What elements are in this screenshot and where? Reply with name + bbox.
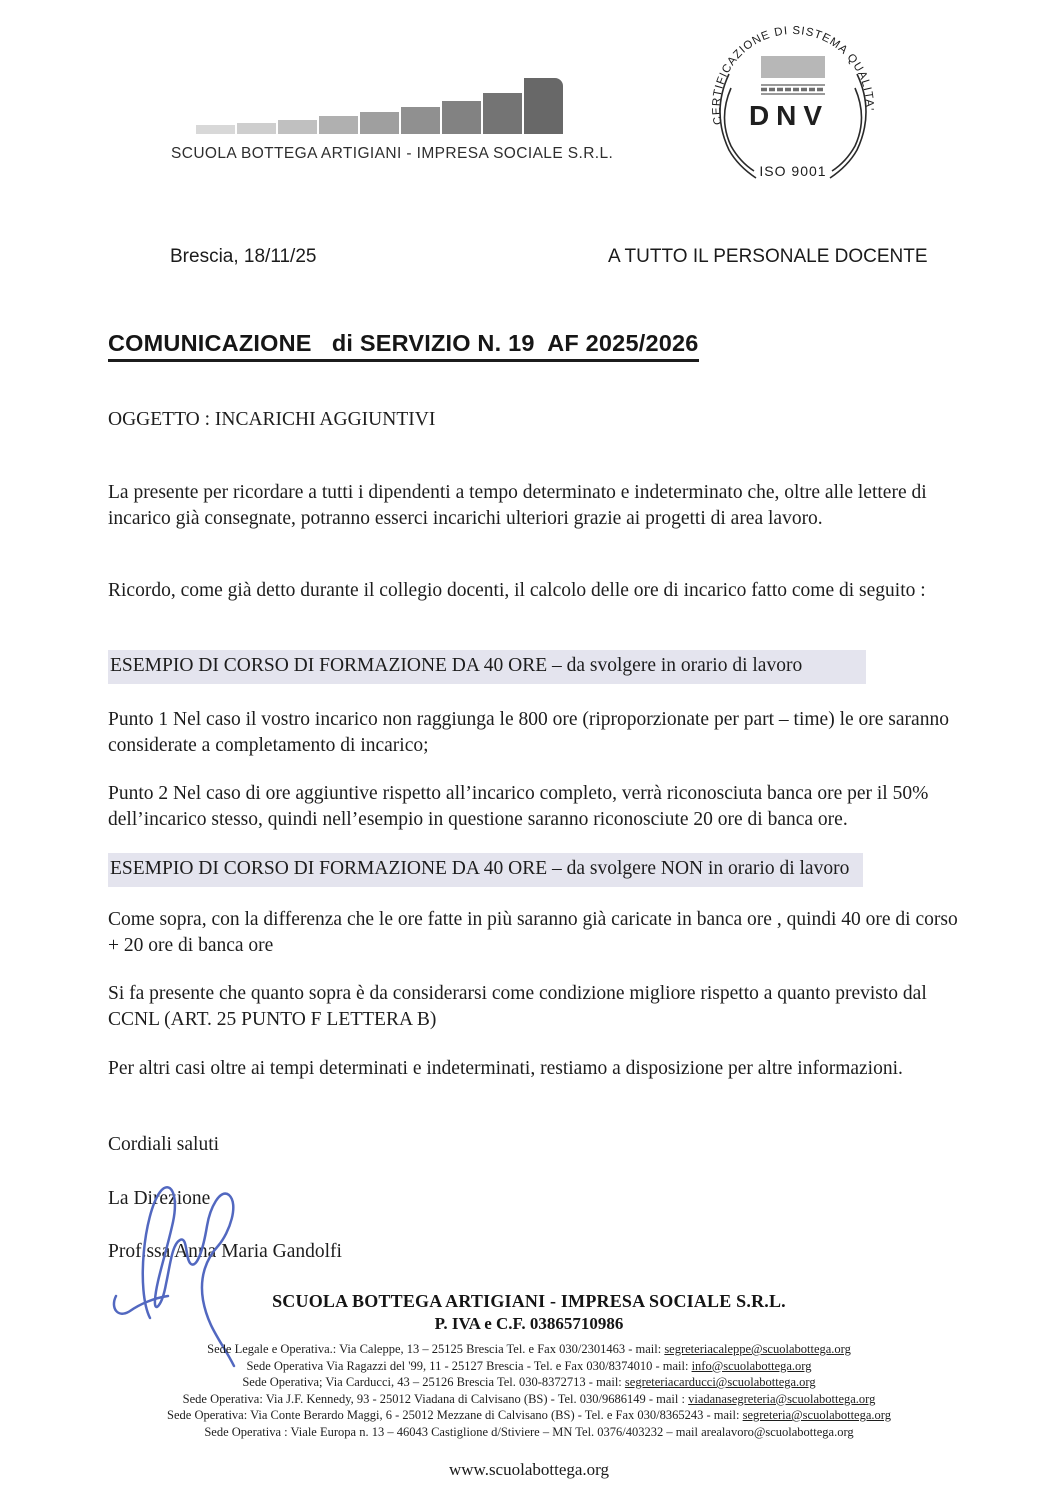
closing-salutation: Cordiali saluti (108, 1134, 220, 1155)
signature-strokes (114, 1187, 234, 1366)
footer-website-link[interactable]: www.scuolabottega.org (448, 1460, 610, 1479)
signature-name: Prof.ssa Anna Maria Gandolfi (108, 1241, 342, 1262)
highlight-band: ESEMPIO DI CORSO DI FORMAZIONE DA 40 ORE – da svolgere in orario di lavoro (108, 650, 866, 684)
logo-bar (237, 123, 276, 134)
seal-gray-block (761, 56, 825, 78)
highlight-esempio-2 (108, 853, 970, 887)
footer-email-link[interactable]: segreteriacarducci@scuolabottega.org (624, 1375, 816, 1389)
company-wordmark: SCUOLA BOTTEGA ARTIGIANI - IMPRESA SOCIALE S.R.L. (171, 145, 614, 162)
paragraph-punto-2: Punto 2 Nel caso di ore aggiuntive rispetto all’incarico completo, verrà riconosciuta banca ore per il 50% dell’incarico stesso, quindi nell’esempio in questione saranno riconosciute 20 ore di banca ore. (108, 783, 929, 830)
logo-bar (196, 125, 235, 134)
footer-address-text: Sede Operativa: Via J.F. Kennedy, 93 - 25012 Viadana di Calvisano (BS) - Tel. 030/9686149 - mail : (182, 1391, 689, 1406)
paragraph-punto-1: Punto 1 Nel caso il vostro incarico non raggiunga le 800 ore (riproporzionate per part – time) le ore saranno considerate a completamento di incarico; (108, 709, 949, 756)
paragraph-per-altri-casi: Per altri casi oltre ai tempi determinati e indeterminati, restiamo a disposizione per altre informazioni. (108, 1058, 903, 1079)
memo-title: COMUNICAZIONE di SERVIZIO N. 19 AF 2025/2026 (108, 330, 699, 362)
company-logo-bars-icon (196, 70, 568, 134)
footer-email-link[interactable]: segreteriacaleppe@scuolabottega.org (664, 1342, 851, 1356)
highlight-esempio-1 (108, 650, 970, 684)
seal-arc-text: CERTIFICAZIONE DI SISTEMA QUALITA' (710, 24, 876, 126)
footer-address-text: Sede Legale e Operativa.: Via Caleppe, 13 – 25125 Brescia Tel. e Fax 030/2301463 - mail: (207, 1342, 665, 1356)
seal-standard-text: ISO 9001 (759, 163, 827, 179)
footer-address-line (0, 1374, 1058, 1391)
paragraph-come-sopra: Come sopra, con la differenza che le ore fatte in più saranno già caricate in banca ore , quindi 40 ore di corso + 20 ore di banca ore (108, 909, 958, 956)
signature-role: La Direzione (108, 1188, 211, 1209)
logo-bar (483, 93, 522, 134)
logo-bar (524, 78, 563, 134)
footer-address-line (0, 1424, 1058, 1441)
footer-email-link[interactable]: segreteria@scuolabottega.org (742, 1408, 891, 1422)
footer-address-line (0, 1358, 1058, 1375)
paragraph-si-fa-presente: Si fa presente che quanto sopra è da considerarsi come condizione migliore rispetto a quanto previsto dal CCNL (ART. 25 PUNTO F LETTERA B) (108, 983, 927, 1030)
footer-email-link[interactable]: arealavoro@scuolabottega.org (701, 1424, 854, 1439)
footer-address-text: Sede Operativa Via Ragazzi del '99, 11 - 25127 Brescia - Tel. e Fax 030/8374010 - mail: (246, 1358, 692, 1373)
footer-piva: P. IVA e C.F. 03865710986 (434, 1314, 624, 1333)
footer-address-lines (0, 1341, 1058, 1440)
seal-brand-text: DNV (748, 100, 830, 131)
logo-bar (360, 112, 399, 134)
paragraph-ricordo: Ricordo, come già detto durante il collegio docenti, il calcolo delle ore di incarico fatto come di seguito : (108, 580, 926, 601)
footer-email-link[interactable]: viadanasegreteria@scuolabottega.org (688, 1391, 876, 1406)
logo-bar (319, 116, 358, 134)
dnv-certification-seal (698, 12, 888, 197)
logo-bar (401, 107, 440, 134)
footer-company-name: SCUOLA BOTTEGA ARTIGIANI - IMPRESA SOCIALE S.R.L. (272, 1291, 786, 1311)
date-line: Brescia, 18/11/25 (170, 246, 317, 267)
logo-bar (278, 120, 317, 134)
highlight-band: ESEMPIO DI CORSO DI FORMAZIONE DA 40 ORE – da svolgere NON in orario di lavoro (108, 853, 863, 887)
footer-address-line (0, 1341, 1058, 1358)
footer-address-line (0, 1407, 1058, 1424)
seal-stripes (761, 85, 825, 94)
footer-address-text: Sede Operativa: Via Conte Berardo Maggi, 6 - 25012 Mezzane di Calvisano (BS) - Tel. e Fax 030/8365243 - mail: (167, 1408, 743, 1422)
subject-line: OGGETTO : INCARICHI AGGIUNTIVI (108, 409, 436, 430)
recipient-line: A TUTTO IL PERSONALE DOCENTE (608, 246, 928, 267)
logo-bar (442, 101, 481, 134)
footer-address-line (0, 1391, 1058, 1408)
footer-email-link[interactable]: info@scuolabottega.org (691, 1358, 812, 1373)
footer-address-text: Sede Operativa; Via Carducci, 43 – 25126 Brescia Tel. 030-8372713 - mail: (242, 1375, 625, 1389)
paragraph-intro: La presente per ricordare a tutti i dipendenti a tempo determinato e indeterminato che, oltre alle lettere di incarico già consegnate, potranno esserci incarichi ulteriori grazie ai progetti di area lavoro. (108, 482, 927, 529)
footer-address-text: Sede Operativa : Viale Europa n. 13 – 46043 Castiglione d/Stiviere – MN Tel. 0376/403232 – mail (204, 1424, 702, 1439)
